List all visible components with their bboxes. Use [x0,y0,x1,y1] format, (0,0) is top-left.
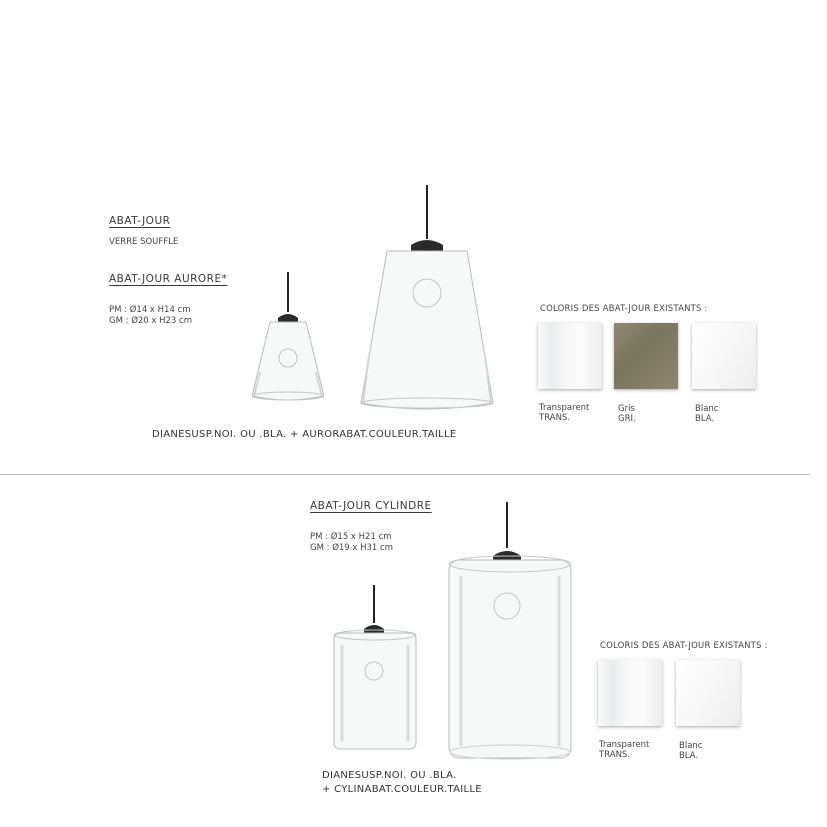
subheading-verre-souffle: VERRE SOUFFLE [109,237,179,247]
section-divider [0,474,810,475]
reference-line-2: + CYLINABAT.COULEUR.TAILLE [322,784,482,795]
swatch-transparent [598,660,662,726]
reference-aurore: DIANESUSP.NOI. OU .BLA. + AURORABAT.COULEUR.TAILLE [152,429,457,440]
swatch-label-transparent [599,740,649,760]
swatch-label-blanc [679,741,702,761]
swatch-name: Blanc [695,404,719,414]
coloris-title-cylindre: COLORIS DES ABAT-JOUR EXISTANTS : [600,641,768,651]
dimension-pm: PM : Ø15 x H21 cm [310,532,392,542]
swatch-name: Blanc [679,741,703,751]
dimensions-aurore [109,305,192,327]
lamp-cylindre-small-image [330,585,422,753]
swatch-gris [614,323,678,389]
swatch-name: Gris [618,404,635,414]
heading-aurore: ABAT-JOUR AURORE* [109,273,228,285]
heading-cylindre: ABAT-JOUR CYLINDRE [310,500,432,512]
coloris-title-aurore: COLORIS DES ABAT-JOUR EXISTANTS : [540,304,708,314]
swatch-code: TRANS. [539,413,571,423]
swatch-transparent [538,323,602,389]
swatch-label-transparent [539,403,589,423]
lamp-cylindre-large-image [445,502,577,764]
swatch-name: Transparent [539,403,590,413]
lamp-aurore-large-image [355,185,500,413]
lamp-aurore-small-image [240,272,340,404]
dimension-gm: GM : Ø20 x H23 cm [109,316,192,326]
swatch-label-blanc [695,404,718,424]
swatch-name: Transparent [599,740,650,750]
swatch-blanc [676,660,740,726]
swatch-code: TRANS. [599,750,631,760]
swatch-blanc [692,323,756,389]
dimensions-cylindre [310,532,393,554]
dimension-pm: PM : Ø14 x H14 cm [109,305,191,315]
reference-line-1: DIANESUSP.NOI. OU .BLA. [322,770,457,781]
swatch-label-gris [618,404,636,424]
reference-cylindre [322,769,482,797]
swatch-code: BLA. [695,414,715,424]
heading-abat-jour: ABAT-JOUR [109,215,171,227]
swatch-code: BLA. [679,751,699,761]
dimension-gm: GM : Ø19 x H31 cm [310,543,393,553]
swatch-code: GRI. [618,414,636,424]
